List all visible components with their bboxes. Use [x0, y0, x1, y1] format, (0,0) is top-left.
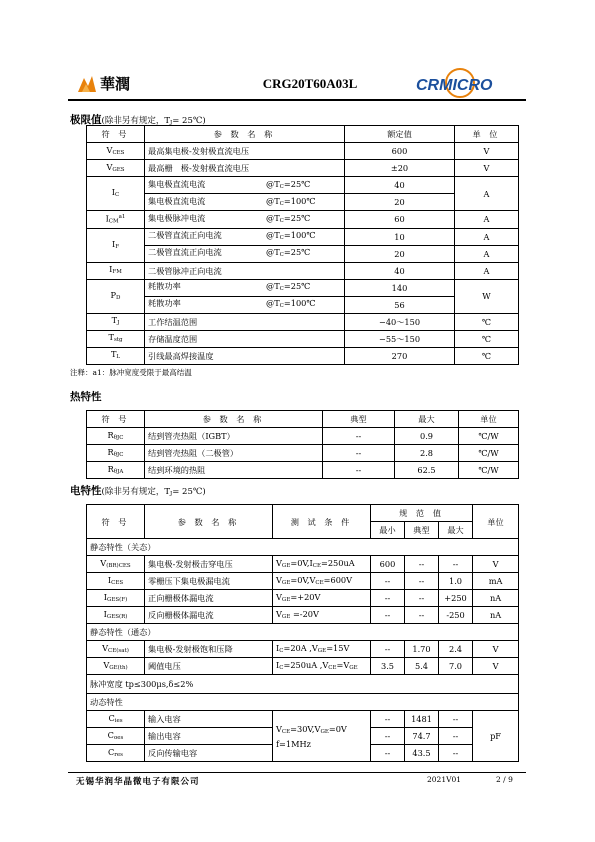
table-cell: 2.8 — [395, 445, 459, 462]
text-span: C — [107, 729, 114, 740]
text-span: a1 — [118, 214, 126, 220]
text-span: GE(th) — [109, 664, 128, 671]
table-cell: ℃/W — [459, 462, 519, 479]
text-span: I — [103, 591, 107, 602]
table-row — [87, 624, 519, 641]
table-cell: 5.4 — [405, 658, 439, 675]
table-cell: 7.0 — [439, 658, 473, 675]
table-cell — [87, 711, 145, 728]
electrical-section-title — [70, 483, 206, 498]
table-cell: A — [455, 211, 519, 229]
table-cell: 56 — [345, 296, 455, 313]
text-span: V — [100, 557, 107, 568]
text-span: I — [111, 238, 116, 249]
text-span: (除非另有规定，T — [101, 487, 170, 497]
table-row — [87, 428, 519, 445]
table-header-cell: 参 数 名 称 — [145, 505, 273, 539]
text-span: T — [110, 349, 117, 360]
text-span: oes — [113, 734, 124, 741]
table-header-cell: 典型 — [323, 411, 395, 428]
footer-rule — [68, 772, 526, 773]
table-row — [87, 143, 519, 160]
table-row — [87, 228, 519, 245]
table-cell: VGE=+20V — [273, 590, 371, 607]
left-logo-text: 華潤 — [100, 75, 131, 93]
table-cell: -- — [371, 590, 405, 607]
table-cell: -- — [405, 556, 439, 573]
table-cell: V — [455, 160, 519, 177]
table-cell: 最高集电极-发射极直流电压 — [145, 143, 345, 160]
text-span: GES(F) — [106, 596, 128, 603]
table-cell: 270 — [345, 347, 455, 364]
table-cell — [87, 279, 145, 313]
table-cell: +250 — [439, 590, 473, 607]
table-cell — [87, 347, 145, 364]
table-cell: 20 — [345, 194, 455, 211]
table-row — [87, 411, 519, 428]
table-cell — [87, 462, 145, 479]
text-span: CE — [315, 579, 324, 586]
table-cell: -- — [439, 745, 473, 762]
table-cell: 集电极-发射极饱和压降 — [145, 641, 273, 658]
text-span: 二极管直流正向电流 — [148, 230, 222, 241]
text-span: J — [170, 491, 173, 497]
text-span: f=1MHz — [276, 738, 311, 749]
text-span: θJC — [113, 434, 124, 441]
table-cell: 工作结温范围 — [145, 313, 345, 330]
text-span: @T — [266, 298, 280, 309]
table-cell: nA — [473, 607, 519, 624]
part-number-title: CRG20T60A03L — [262, 76, 358, 91]
text-span: V — [106, 161, 113, 172]
table-cell: -- — [371, 641, 405, 658]
table-cell: -- — [371, 745, 405, 762]
table-header-cell: 参 数 名 称 — [145, 411, 323, 428]
table-cell: ℃ — [455, 347, 519, 364]
table-cell: 集电极-发射极击穿电压 — [145, 556, 273, 573]
text-span: CE(sat) — [108, 647, 129, 654]
text-span: C — [279, 252, 284, 259]
table-cell — [87, 330, 145, 347]
table-cell — [87, 556, 145, 573]
text-span: C — [279, 183, 284, 190]
table-cell: 1481 — [405, 711, 439, 728]
table-cell: 阈值电压 — [145, 658, 273, 675]
table-row — [87, 694, 519, 711]
dynamic-label: 动态特性 — [87, 694, 519, 711]
table-cell — [145, 228, 345, 245]
table-header-cell: 单 位 — [455, 126, 519, 143]
text-span: (BR)CES — [106, 562, 131, 569]
text-span: =25℃ — [283, 247, 311, 258]
text-span: R — [107, 429, 114, 440]
header-rule — [68, 99, 526, 101]
table-cell: ℃ — [455, 313, 519, 330]
table-header-cell: 规 范 值 — [371, 505, 473, 522]
text-span: I — [103, 608, 107, 619]
text-span: V — [103, 659, 110, 670]
table-cell — [87, 177, 145, 211]
text-span: θJA — [113, 468, 124, 475]
table-cell: 输出电容 — [145, 728, 273, 745]
table-row — [87, 177, 519, 194]
table-cell: -- — [323, 445, 395, 462]
text-span: @T — [266, 212, 280, 223]
pulse-note: 脉冲宽度 tp≤300μs,δ≤2% — [87, 675, 519, 694]
text-span: res — [114, 751, 123, 758]
text-span: R — [107, 446, 114, 457]
text-span: F — [115, 243, 120, 250]
text-span: CES — [111, 579, 124, 586]
text-span: CE — [312, 562, 321, 569]
text-span: C — [108, 712, 115, 723]
table-cell: V — [473, 658, 519, 675]
right-logo-text: CRMICRO — [416, 77, 493, 94]
table-cell — [145, 245, 345, 262]
table-header-cell: 符 号 — [87, 126, 145, 143]
table-row — [87, 658, 519, 675]
table-cell: IC=250uA ,VCE=VGE — [273, 658, 371, 675]
text-span: @T — [266, 230, 280, 241]
table-row — [87, 445, 519, 462]
text-span: CM — [108, 218, 119, 225]
table-cell: ℃ — [455, 330, 519, 347]
text-span: θJC — [113, 451, 124, 458]
table-cell: 二极管脉冲正向电流 — [145, 262, 345, 279]
table-cell: W — [455, 279, 519, 313]
text-span: 二极管直流正向电流 — [148, 247, 222, 258]
table-cell — [145, 211, 345, 229]
table-header-cell: 最小 — [371, 522, 405, 539]
text-span: 集电极直流电流 — [148, 178, 206, 189]
table-cell — [87, 641, 145, 658]
table-cell: 1.0 — [439, 573, 473, 590]
text-span: GE — [281, 562, 291, 569]
table-cell: 600 — [345, 143, 455, 160]
table-cell: 40 — [345, 177, 455, 194]
text-span: @T — [266, 195, 280, 206]
text-span: =25℃ — [283, 212, 311, 223]
table-header-cell: 最大 — [395, 411, 459, 428]
text-span: 集电极脉冲电流 — [148, 212, 206, 223]
table-cell: VGE=0V,VCE=600V — [273, 573, 371, 590]
footer-page-number: 2 / 9 — [496, 775, 513, 784]
table-header-cell: 最大 — [439, 522, 473, 539]
text-span: stg — [113, 337, 123, 344]
company-logo-left — [76, 70, 152, 96]
table-cell — [87, 590, 145, 607]
table-cell: V — [473, 641, 519, 658]
text-span: C — [279, 286, 284, 293]
text-span: =100℃ — [283, 230, 316, 241]
crmicro-logo — [414, 66, 518, 100]
table-row — [87, 126, 519, 143]
table-cell: nA — [473, 590, 519, 607]
table-cell: ℃/W — [459, 445, 519, 462]
table-cell: 10 — [345, 228, 455, 245]
text-span: J — [117, 320, 120, 327]
table-cell: -- — [405, 590, 439, 607]
text-span: I — [107, 574, 112, 585]
table-cell: ±20 — [345, 160, 455, 177]
table-row — [87, 347, 519, 364]
table-cell: VGE =-20V — [273, 607, 371, 624]
text-span: C — [279, 664, 284, 671]
text-span: I — [105, 213, 109, 224]
table-cell: ℃/W — [459, 428, 519, 445]
table-row — [87, 330, 519, 347]
table-cell: -- — [371, 728, 405, 745]
table-cell: 输入电容 — [145, 711, 273, 728]
table-cell: 74.7 — [405, 728, 439, 745]
table-cell: -- — [323, 428, 395, 445]
text-span: FM — [112, 269, 122, 276]
table-cell — [87, 211, 145, 229]
text-span — [102, 487, 206, 497]
table-cell — [145, 279, 345, 296]
text-span: GE — [281, 613, 291, 620]
table-cell: IC=20A ,VGE=15V — [273, 641, 371, 658]
table-cell — [87, 445, 145, 462]
text-span: @T — [266, 281, 280, 292]
text-span: CES — [112, 149, 125, 156]
table-header-cell: 符 号 — [87, 411, 145, 428]
table-cell: 存储温度范围 — [145, 330, 345, 347]
text-span: C — [108, 746, 115, 757]
table-cell — [87, 745, 145, 762]
table-header-cell: 单位 — [459, 411, 519, 428]
text-span: =25℃ — [283, 281, 311, 292]
table-cell: 零栅压下集电极漏电流 — [145, 573, 273, 590]
table-row — [87, 462, 519, 479]
text-span: C — [279, 200, 284, 207]
limits-footnote: 注释：a1：脉冲宽度受限于最高结温 — [70, 368, 192, 377]
text-span: C — [279, 647, 284, 654]
table-cell: 2.4 — [439, 641, 473, 658]
table-cell: 20 — [345, 245, 455, 262]
table-cell: -- — [371, 711, 405, 728]
table-cell: A — [455, 228, 519, 245]
table-row — [87, 313, 519, 330]
text-span: C — [279, 303, 284, 310]
text-span: L — [116, 354, 121, 361]
table-cell: -- — [439, 728, 473, 745]
table-cell: 62.5 — [395, 462, 459, 479]
table-cell: 结到管壳热阻（二极管） — [145, 445, 323, 462]
text-span: T — [111, 315, 118, 326]
table-cell: −40～150 — [345, 313, 455, 330]
table-row — [87, 160, 519, 177]
text-span: T — [108, 332, 114, 343]
table-row — [87, 211, 519, 229]
text-span: C — [115, 192, 120, 198]
text-span: I — [111, 187, 115, 197]
table-cell: 40 — [345, 262, 455, 279]
table-cell — [87, 143, 145, 160]
table-header-cell: 单位 — [473, 505, 519, 539]
text-span: =25℃ — [283, 178, 311, 189]
table-cell — [87, 728, 145, 745]
limits-table — [86, 125, 519, 365]
text-span: @T — [266, 178, 280, 189]
table-cell: 正向栅极体漏电流 — [145, 590, 273, 607]
text-span: 电特性 — [70, 485, 102, 497]
static-off-label: 静态特性（关态） — [87, 539, 519, 556]
table-cell: -- — [371, 607, 405, 624]
text-span: V — [106, 144, 113, 155]
text-span: = 25℃) — [172, 116, 206, 126]
text-span: GE — [281, 579, 291, 586]
text-span: R — [107, 463, 114, 474]
thermal-table — [86, 410, 519, 479]
table-cell: A — [455, 262, 519, 279]
table-cell — [273, 711, 371, 762]
table-cell: A — [455, 177, 519, 211]
text-span: GES — [112, 166, 125, 173]
table-row — [87, 262, 519, 279]
text-span: = 25℃) — [172, 487, 206, 497]
table-cell — [87, 607, 145, 624]
table-row — [87, 607, 519, 624]
table-cell — [87, 658, 145, 675]
text-span: CE — [281, 728, 291, 735]
text-span: GES(R) — [106, 613, 128, 620]
text-span: GE — [320, 728, 329, 735]
table-row — [87, 194, 519, 211]
text-span: V — [102, 642, 109, 653]
text-span: VCE=30V,VGE=0V — [276, 723, 347, 735]
text-span: 极限值 — [70, 114, 102, 126]
table-cell — [87, 262, 145, 279]
table-cell: -- — [405, 573, 439, 590]
footer-version: 2021V01 — [427, 775, 462, 784]
table-cell: 600 — [371, 556, 405, 573]
table-cell: -- — [439, 556, 473, 573]
table-row — [87, 573, 519, 590]
table-cell: mA — [473, 573, 519, 590]
text-span: D — [116, 294, 121, 301]
static-on-label: 静态特性（通态） — [87, 624, 519, 641]
table-cell: V — [473, 556, 519, 573]
text-span: I — [109, 264, 113, 275]
text-span: 耗散功率 — [148, 281, 181, 292]
footer-company: 无锡华润华晶微电子有限公司 — [76, 777, 200, 787]
table-cell: 3.5 — [371, 658, 405, 675]
table-row — [87, 279, 519, 296]
table-row — [87, 539, 519, 556]
table-cell: -- — [405, 607, 439, 624]
text-span: C — [279, 217, 284, 224]
table-header-cell: 测 试 条 件 — [273, 505, 371, 539]
text-span: =100℃ — [283, 195, 316, 206]
table-cell: -- — [439, 711, 473, 728]
table-row — [87, 675, 519, 694]
table-cell — [87, 428, 145, 445]
table-cell: 140 — [345, 279, 455, 296]
text-span: 耗散功率 — [148, 298, 181, 309]
table-cell — [145, 194, 345, 211]
table-cell: 最高栅 极-发射极直流电压 — [145, 160, 345, 177]
text-span: P — [110, 289, 117, 300]
table-cell: 60 — [345, 211, 455, 229]
text-span: CE — [328, 664, 337, 671]
table-cell — [145, 177, 345, 194]
table-row — [87, 245, 519, 262]
text-span: GE — [349, 664, 358, 671]
table-cell — [87, 313, 145, 330]
table-cell — [87, 573, 145, 590]
table-cell: 结到环境的热阻 — [145, 462, 323, 479]
table-row — [87, 296, 519, 313]
table-cell: 引线最高焊接温度 — [145, 347, 345, 364]
table-cell: 1.70 — [405, 641, 439, 658]
table-cell: −55～150 — [345, 330, 455, 347]
text-span: (除非另有规定，T — [101, 116, 170, 126]
table-cell: -- — [323, 462, 395, 479]
table-cell: 0.9 — [395, 428, 459, 445]
table-cell: pF — [473, 711, 519, 762]
table-row — [87, 641, 519, 658]
table-row — [87, 590, 519, 607]
text-span: 集电极直流电流 — [148, 195, 206, 206]
table-cell: A — [455, 245, 519, 262]
table-row — [87, 505, 519, 522]
text-span: C — [279, 235, 284, 242]
table-cell: 反向栅极体漏电流 — [145, 607, 273, 624]
text-span: @T — [266, 247, 280, 258]
text-span: GE — [281, 596, 291, 603]
table-cell: VGE=0V,ICE=250uA — [273, 556, 371, 573]
table-cell — [145, 296, 345, 313]
table-cell: 43.5 — [405, 745, 439, 762]
table-row — [87, 711, 519, 728]
table-row — [87, 556, 519, 573]
table-cell: -250 — [439, 607, 473, 624]
thermal-section-title: 热特性 — [70, 391, 102, 403]
table-cell — [87, 228, 145, 262]
table-cell: V — [455, 143, 519, 160]
table-cell — [87, 160, 145, 177]
table-header-cell: 参 数 名 称 — [145, 126, 345, 143]
text-span: ies — [114, 717, 123, 724]
table-cell: 反向传输电容 — [145, 745, 273, 762]
text-span: =100℃ — [283, 298, 316, 309]
table-header-cell: 符 号 — [87, 505, 145, 539]
table-cell: -- — [371, 573, 405, 590]
text-span: GE — [317, 647, 327, 654]
table-header-cell: 额定值 — [345, 126, 455, 143]
table-header-cell: 典型 — [405, 522, 439, 539]
electrical-table — [86, 504, 519, 762]
text-span: J — [170, 120, 173, 126]
table-cell: 结到管壳热阻（IGBT） — [145, 428, 323, 445]
